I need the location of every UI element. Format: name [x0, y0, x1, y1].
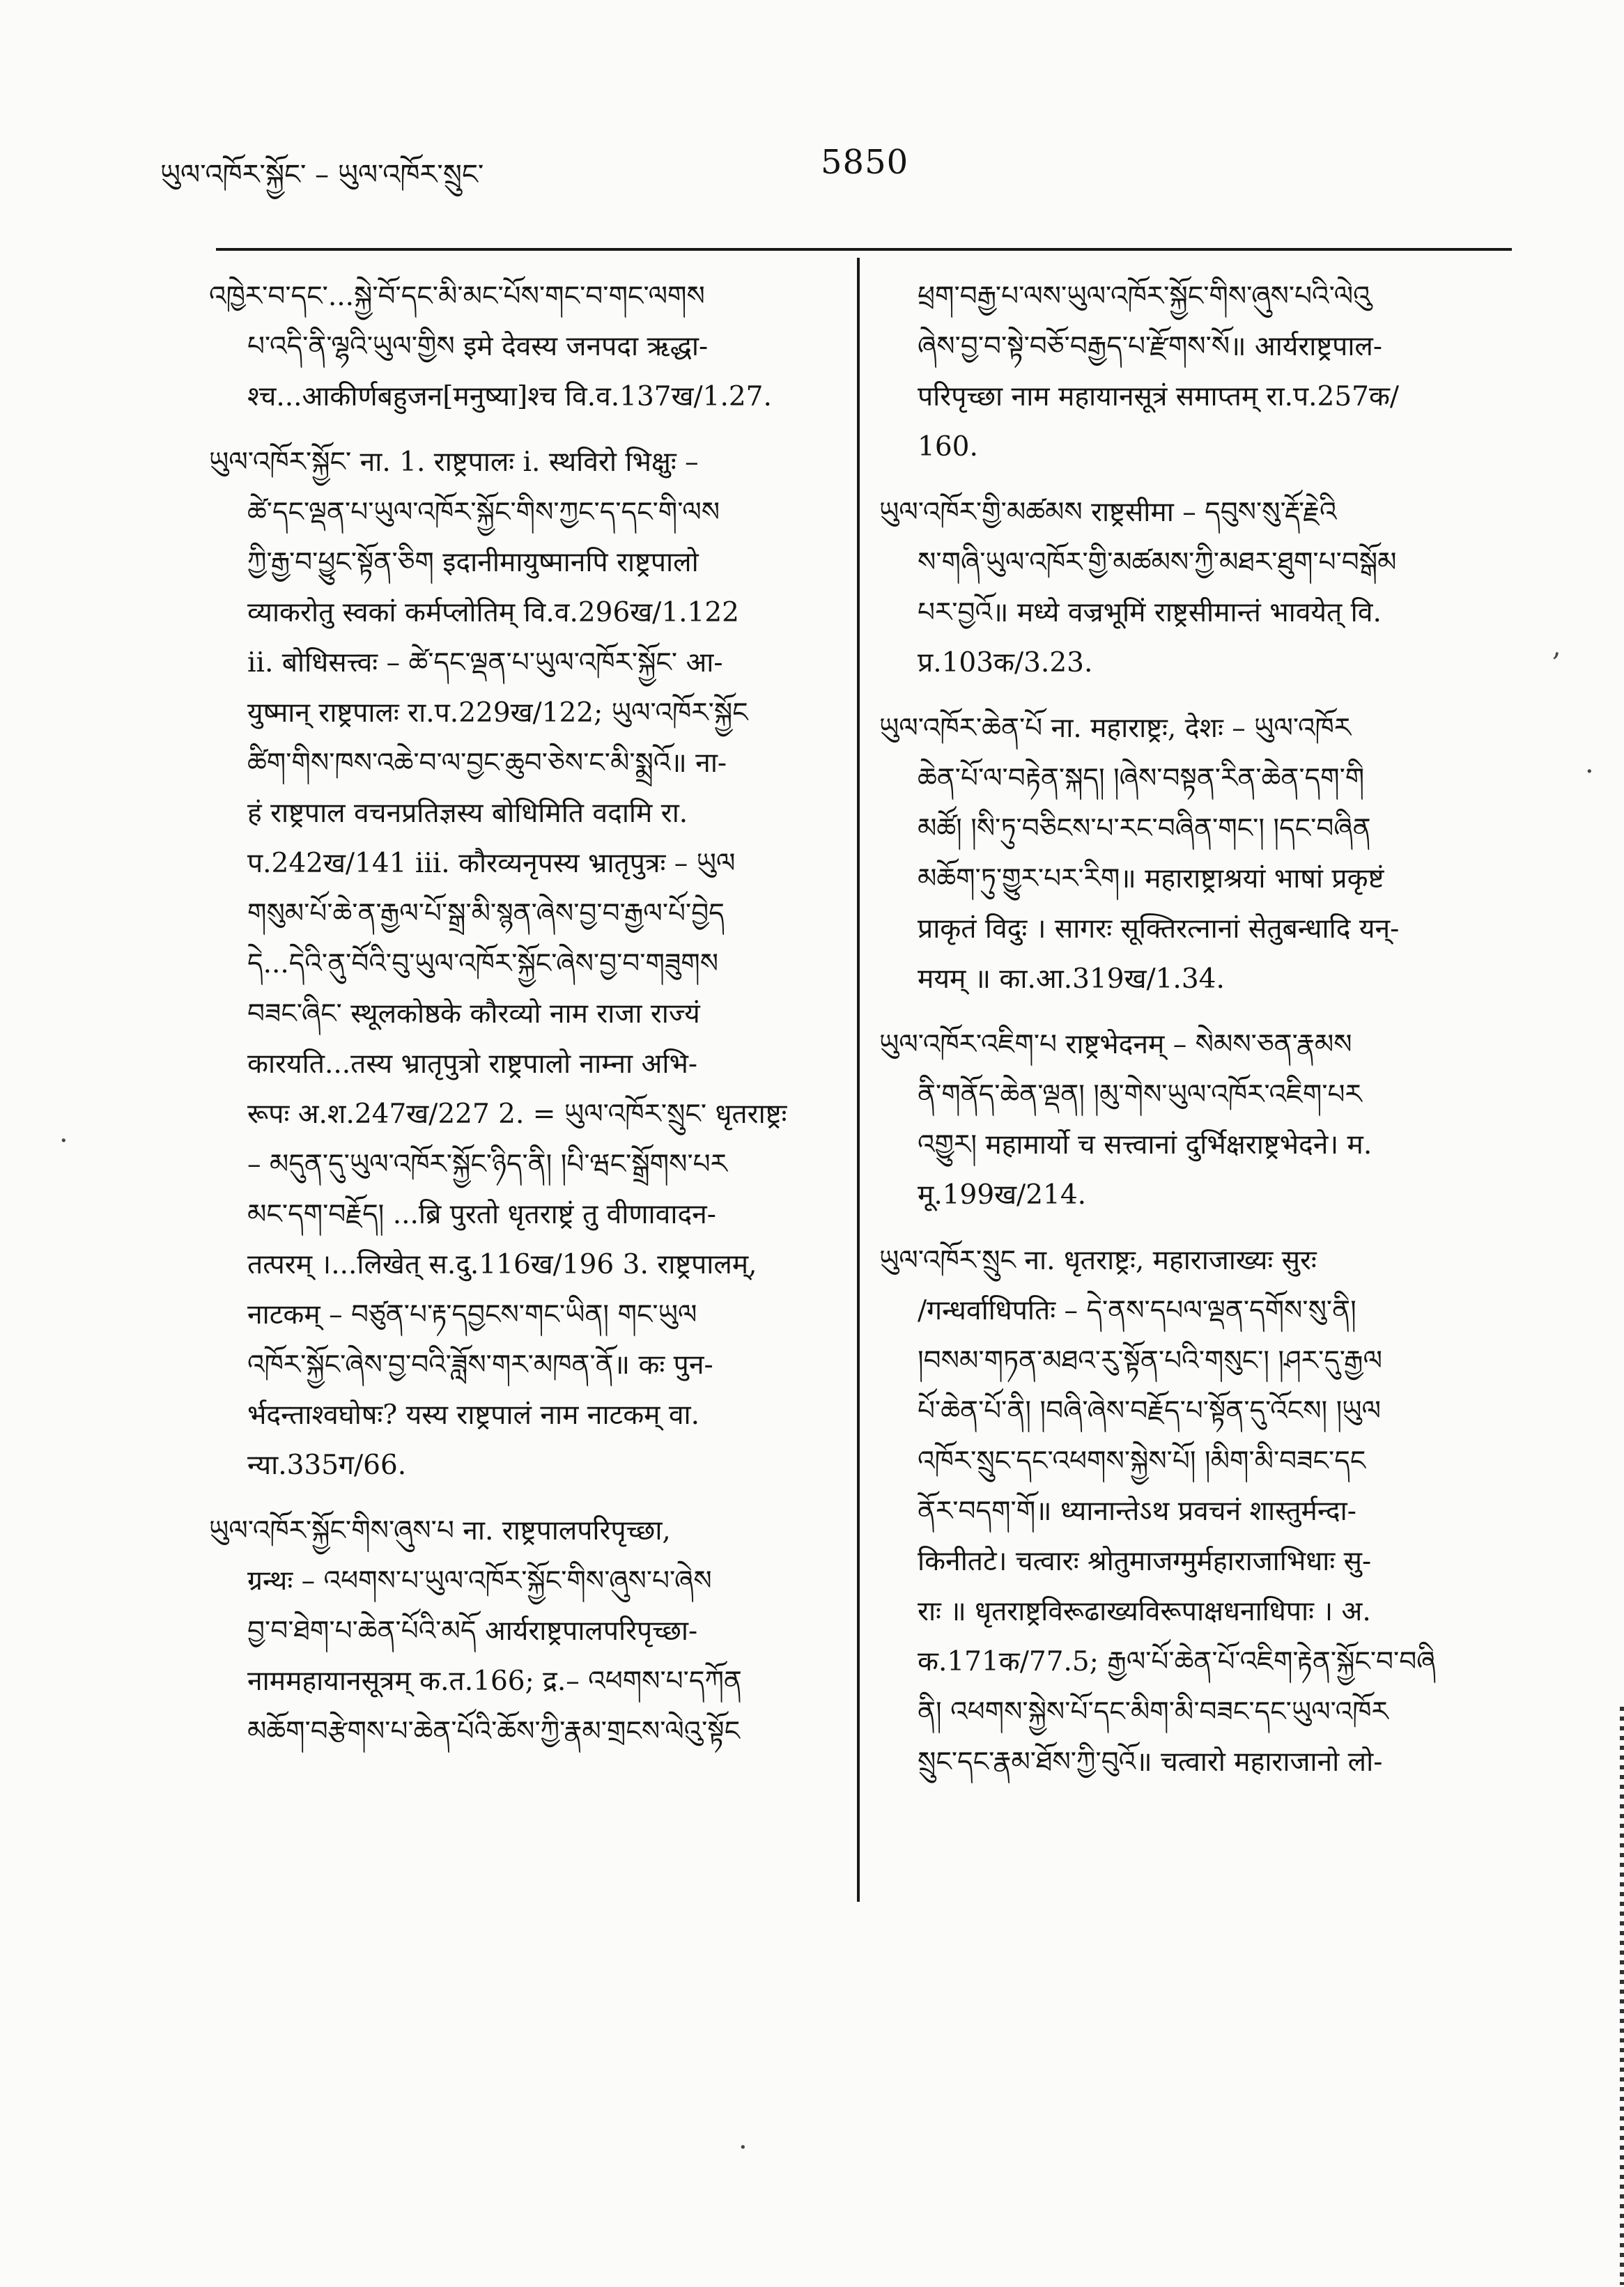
text-line: པར་བྱའོ॥ मध्ये वज्रभूमिं राष्ट्रसीमान्तं भावयेत् वि.	[918, 597, 1382, 628]
text-line: མང་དག་བརྗོད། ...ब्रि पुरतो धृतराष्ट्रं तु वीणावादन-	[247, 1199, 716, 1230]
text-line: བྱ་བ་ཐེག་པ་ཆེན་པོའི་མདོ आर्यराष्ट्रपालपरिपृच्छा-	[247, 1615, 698, 1647]
text-line: མཆོག་བརྩེགས་པ་ཆེན་པོའི་ཆོས་ཀྱི་རྣམ་གྲངས་ལེའུ་སྟོང	[247, 1716, 741, 1747]
page-number: 5850	[821, 143, 909, 182]
text-line: ग्रन्थः – འཕགས་པ་ཡུལ་འཁོར་སྐྱོང་གིས་ཞུས་པ་ཞེས	[247, 1565, 712, 1597]
entry-gap	[879, 688, 1506, 704]
margin-mark: ·	[1585, 756, 1594, 788]
text-line: ནོར་བདག་གོ॥ ध्यानान्तेऽथ प्रवचनं शास्तुर्मन्दा-	[918, 1496, 1356, 1527]
text-line: हं राष्ट्रपाल वचनप्रतिज्ञस्य बोधिमिति वदामि रा.	[247, 798, 688, 829]
text-line: मयम् ॥ का.आ.319ख/1.34.	[918, 963, 1225, 995]
text-line: མཚོ། །སི་ཏུ་བཅིངས་པ་རང་བཞིན་གང་། །དང་བཞིན	[918, 813, 1371, 844]
text-line: रूपः अ.श.247ख/227 2. = ཡུལ་འཁོར་སྲུང་ धृतराष्ट्रः	[247, 1099, 787, 1130]
left-column	[209, 272, 833, 1757]
entry-headword-line: ཡུལ་འཁོར་སྐྱོང་ ना. 1. राष्ट्रपालः i. स्थविरो भिक्षुः –	[209, 447, 699, 478]
text-line: प्राकृतं विदुः । सागरः सूक्तिरत्नानां सेतुबन्धादि यन्-	[918, 913, 1400, 945]
text-line: པོ་ཆེན་པོ་ནི། །བཞི་ཞེས་བརྗོད་པ་སྟོན་དུ་འོངས། །ཡུལ	[918, 1395, 1382, 1427]
text-line: ii. बोधिसत्त्वः – ཚེ་དང་ལྡན་པ་ཡུལ་འཁོར་སྐྱོང་ आ-	[247, 647, 723, 679]
text-line: ནི་གནོད་ཆེན་ལྡན། །མུ་གེས་ཡུལ་འཁོར་འཇིག་པར	[918, 1079, 1362, 1110]
text-line: न्या.335ग/66.	[247, 1450, 407, 1481]
text-line: 160.	[918, 431, 978, 463]
entry-headword-line: འཁྱེར་བ་དང་...སྐྱེ་བོ་དང་མི་མང་པོས་གང་བ་གང་ལགས	[209, 281, 705, 312]
text-line: श्च...आकीर्णबहुजन[मनुष्या]श्च वि.व.137ख/1.27.	[247, 381, 772, 412]
header-rule	[216, 248, 1512, 251]
text-line: तत्परम् ।...लिखेत् स.दु.116ख/196 3. राष्ट्रपालम्,	[247, 1249, 757, 1280]
text-line: कारयति...तस्य भ्रातृपुत्रो राष्ट्रपालो नाम्ना अभि-	[247, 1048, 698, 1080]
text-line: ཚེ་དང་ལྡན་པ་ཡུལ་འཁོར་སྐྱོང་གིས་ཀྱང་ད་དང་གི་ལས	[247, 497, 720, 528]
text-line: པ་འདི་ནི་ལྷའི་ཡུལ་གྱིས इमे देवस्य जनपदा ऋद्धा-	[247, 331, 709, 362]
text-line: འགྱུར། महामार्यो च सत्त्वानां दुर्भिक्षराष्ट्रभेदने। म.	[918, 1129, 1372, 1161]
text-line: – མདུན་དུ་ཡུལ་འཁོར་སྐྱོང་ཉིད་ནི། །པི་ཝང་སྒྲོགས་པར	[247, 1149, 727, 1180]
margin-mark: ·	[59, 1125, 68, 1157]
entry-headword-line: ཡུལ་འཁོར་སྲུང ना. धृतराष्ट्रः, महाराजाख्यः सुरः	[879, 1245, 1317, 1276]
text-line: प.242ख/141 iii. कौरव्यनृपस्य भ्रातृपुत्रः – ཡུལ	[247, 848, 736, 879]
entry-headword-line: ཡུལ་འཁོར་གྱི་མཚམས राष्ट्रसीमा – དབུས་སུ་རྡོ་རྗེའི	[879, 497, 1337, 528]
right-column	[879, 272, 1506, 1788]
text-line: ཞེས་བྱ་བ་སྟེ་བཅོ་བརྒྱད་པ་རྫོགས་སོ॥ आर्यराष्ट्रपाल-	[918, 331, 1383, 362]
text-line: र्भदन्ताश्वघोषः? यस्य राष्ट्रपालं नाम नाटकम् वा.	[247, 1400, 700, 1431]
text-line: །བསམ་གཏན་མཐའ་རུ་སྟོན་པའི་གསུང་། །ཤར་དུ་རྒྱལ	[918, 1345, 1383, 1377]
text-line: ཀྱི་རྒྱ་བ་ཕྱུང་སྟོན་ཅིག इदानीमायुष्मानपि राष्ट्रपालो	[247, 547, 699, 578]
text-line: ཚིག་གིས་ཁས་འཆེ་བ་ལ་བྱང་ཆུབ་ཅེས་ང་མི་སྨྲའོ॥ ना-	[247, 747, 727, 779]
text-line: འཁོར་སྲུང་དང་འཕགས་སྐྱེས་པོ། །མིག་མི་བཟང་དང	[918, 1445, 1366, 1477]
text-line: ས་གཞི་ཡུལ་འཁོར་གྱི་མཚམས་ཀྱི་མཐར་ཐུག་པ་བསྒོམ	[918, 547, 1397, 578]
text-line: नाटकम् – བཙུན་པ་རྟ་དབྱངས་གང་ཡིན། གང་ཡུལ	[247, 1299, 697, 1331]
text-line: किनीतटे। चत्वारः श्रोतुमाजग्मुर्महाराजाभिधाः सु-	[918, 1546, 1372, 1577]
text-line: मू.199ख/214.	[918, 1179, 1087, 1211]
text-line: युष्मान् राष्ट्रपालः रा.प.229ख/122; ཡུལ་འཁོར་སྐྱོང	[247, 697, 748, 729]
text-line: क.171क/77.5; རྒྱལ་པོ་ཆེན་པོ་འཇིག་རྟེན་སྐྱོང་བ་བཞི	[918, 1646, 1436, 1677]
margin-mark: ,	[1552, 630, 1561, 662]
entry-gap	[879, 472, 1506, 488]
scan-edge-mark	[1620, 1707, 1624, 2285]
text-line: प्र.103क/3.23.	[918, 647, 1093, 679]
entry-headword-line: ཡུལ་འཁོར་འཇིག་པ राष्ट्रभेदनम् – སེམས་ཅན་རྣམས	[879, 1029, 1352, 1060]
text-line: དེ...དེའི་ནུ་བོའི་བུ་ཡུལ་འཁོར་སྐྱོང་ཞེས་བྱ་བ་གཟུགས	[247, 948, 719, 979]
text-line: ནི། འཕགས་སྐྱེས་པོ་དང་མིག་མི་བཟང་དང་ཡུལ་འཁོར	[918, 1696, 1389, 1728]
text-line: नाममहायानसूत्रम् क.त.166; द्र.– འཕགས་པ་དཀོན	[247, 1666, 742, 1697]
text-line: राः ॥ धृतराष्ट्रविरूढाख्यविरूपाक्षधनाधिपाः । अ.	[918, 1596, 1371, 1627]
text-line: व्याकरोतु स्वकां कर्मप्लोतिम् वि.व.296ख/1.122	[247, 597, 739, 628]
margin-mark: ·	[738, 2132, 748, 2164]
text-line: परिपृच्छा नाम महायानसूत्रं समाप्तम् रा.प.257क/	[918, 381, 1400, 412]
entry-headword-line: ཡུལ་འཁོར་ཆེན་པོ ना. महाराष्ट्रः, देशः – ཡུལ་འཁོར	[879, 713, 1352, 744]
entry-gap	[209, 422, 833, 437]
entry-gap	[879, 1005, 1506, 1020]
text-line: ཕྲག་བརྒྱ་པ་ལས་ཡུལ་འཁོར་སྐྱོང་གིས་ཞུས་པའི་ལེའུ	[918, 281, 1371, 312]
entry-gap	[209, 1491, 833, 1506]
entry-headword-line: ཡུལ་འཁོར་སྐྱོང་གིས་ཞུས་པ ना. राष्ट्रपालपरिपृच्छा,	[209, 1515, 671, 1546]
column-rule	[857, 258, 860, 1902]
header-left: ཡུལ་འཁོར་སྐྱོང་ – ཡུལ་འཁོར་སྲུང་	[160, 159, 484, 191]
text-line: /गन्धर्वाधिपतिः – དེ་ནས་དཔལ་ལྡན་དགོས་སུ་ནི།	[918, 1295, 1356, 1326]
text-line: བཟང་ཞིང་ स्थूलकोष्ठके कौरव्यो नाम राजा राज्यं	[247, 998, 700, 1030]
text-line: མཆོག་ཏུ་གྱུར་པར་རིག॥ महाराष्ट्राश्रयां भाषां प्रकृष्टं	[918, 863, 1384, 894]
text-line: འཁོར་སྐྱོང་ཞེས་བྱ་བའི་ཟློས་གར་མཁན་ནོ॥ कः पुन-	[247, 1349, 713, 1381]
text-line: སྲུང་དང་རྣམ་ཐོས་ཀྱི་བུའོ॥ चत्वारो महाराजानो लो-	[918, 1746, 1383, 1778]
entry-gap	[879, 1220, 1506, 1236]
text-line: ཆེན་པོ་ལ་བརྟེན་སྐད། །ཞེས་བསྟན་རིན་ཆེན་དག་གི	[918, 763, 1365, 794]
text-line: གསུམ་པོ་ཆེ་ན་རྒྱལ་པོ་སྒྲ་མི་སྙན་ཞེས་བྱ་བ་རྒྱལ་པོ་བྱེད	[247, 898, 725, 929]
